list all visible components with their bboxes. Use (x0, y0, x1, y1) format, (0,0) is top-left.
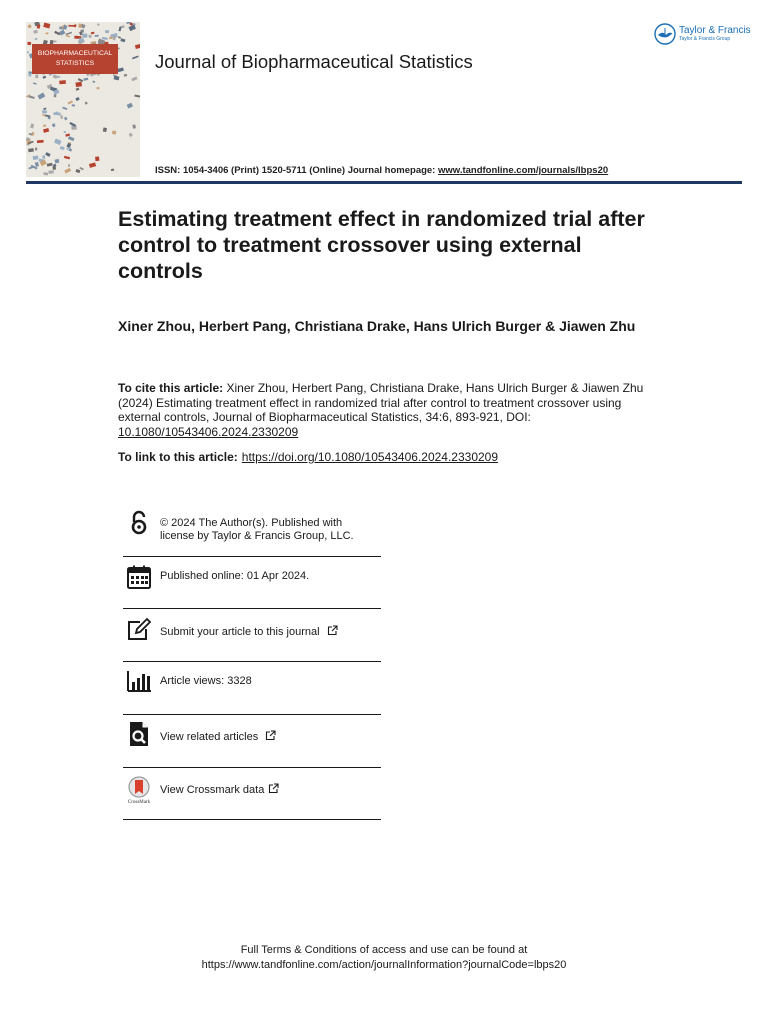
external-link-icon (268, 783, 279, 794)
cover-tile (112, 130, 117, 134)
cover-tile (45, 115, 50, 118)
cover-tile (45, 152, 50, 157)
cover-tile (64, 156, 70, 160)
cover-tile (33, 155, 39, 159)
cover-tile (48, 170, 53, 173)
cover-tile (103, 127, 107, 132)
cover-tile (42, 76, 46, 79)
row-divider (123, 556, 381, 557)
cover-tile (43, 107, 46, 110)
license-row (123, 510, 381, 550)
crossmark-row[interactable] (123, 775, 381, 807)
cover-tile (62, 107, 67, 110)
cover-tile (43, 172, 48, 175)
article-title: Estimating treatment effect in randomized trial after control to treatment crossover using external controls (118, 207, 645, 283)
cover-tile (52, 123, 56, 127)
citation-block (118, 381, 648, 439)
cover-tile (82, 33, 87, 38)
citation-label: To cite this article: (118, 381, 224, 395)
cover-tile (124, 74, 128, 77)
cover-tile (95, 35, 99, 37)
related-articles-row[interactable] (123, 721, 381, 751)
publisher-logo[interactable] (654, 22, 751, 46)
cover-tile (59, 30, 65, 36)
cover-tile (54, 31, 60, 36)
cover-tile (42, 110, 47, 113)
published-row (123, 563, 381, 593)
footer-terms-text: Full Terms & Conditions of access and use can be found at (240, 944, 528, 956)
cover-tile (43, 124, 46, 127)
cover-tile (79, 167, 83, 170)
crossmark-link[interactable]: View Crossmark data (160, 784, 265, 796)
row-divider (123, 661, 381, 662)
cover-tile (28, 166, 33, 169)
issn-line (155, 165, 608, 176)
cover-tile (35, 162, 39, 167)
cover-tile (28, 24, 32, 28)
open-access-icon (126, 510, 152, 536)
cover-tile (132, 124, 135, 128)
publisher-logo-icon (654, 23, 676, 45)
cover-title-line2: STATISTICS (55, 60, 95, 67)
crossmark-logo-text: CrossMark (127, 800, 151, 805)
cover-tile (55, 159, 60, 164)
crossmark-icon (125, 775, 153, 805)
search-document-icon (126, 721, 152, 747)
issn-text: ISSN: 1054-3406 (Print) 1520-5711 (Online) Journal homepage: (155, 165, 436, 176)
published-date: Published online: 01 Apr 2024. (160, 570, 310, 582)
cover-tile (111, 169, 114, 172)
cover-tile (127, 103, 133, 109)
citation-text: Xiner Zhou, Herbert Pang, Christiana Drake, Hans Ulrich Burger & Jiawen Zhu (2024) Estimating treatment effect in randomized trial after control to treatment crossover using external controls, Journal of Biopharmaceutical Statistics, 34:6, 893-921, DOI: (118, 381, 644, 424)
cover-tile (68, 164, 70, 167)
article-authors: Xiner Zhou, Herbert Pang, Christiana Drake, Hans Ulrich Burger & Jiawen Zhu (118, 318, 636, 334)
cover-tile (64, 117, 67, 121)
cover-tile (42, 155, 45, 158)
article-views: Article views: 3328 (160, 675, 252, 687)
journal-name: Journal of Biopharmaceutical Statistics (155, 51, 473, 72)
publisher-logo-subtext: Taylor & Francis Group (679, 36, 731, 42)
cover-tile (95, 156, 99, 161)
cover-tile (118, 27, 121, 32)
cover-tile (37, 140, 44, 143)
cover-tile (131, 77, 137, 82)
publisher-logo-text: Taylor & Francis (679, 25, 751, 36)
cover-tile (85, 101, 88, 104)
cover-tile (129, 133, 133, 137)
cover-tile (68, 25, 75, 27)
cover-tile (102, 37, 108, 40)
cover-tile (120, 38, 125, 42)
cover-tile (109, 37, 113, 40)
cover-tile (78, 78, 83, 82)
cover-tile (46, 32, 49, 34)
cover-tile (63, 131, 66, 134)
cover-tile (68, 100, 73, 104)
related-articles-link[interactable]: View related articles (160, 731, 259, 743)
submit-article-row[interactable] (123, 616, 381, 646)
cover-tile (66, 35, 70, 38)
header-divider (26, 181, 742, 184)
cover-tile (132, 55, 139, 59)
cover-tile (75, 82, 82, 87)
cover-tile (60, 115, 63, 119)
row-divider (123, 714, 381, 715)
license-line2: license by Taylor & Francis Group, LLC. (160, 530, 354, 542)
cover-tile (27, 42, 31, 45)
citation-doi-link[interactable]: 10.1080/10543406.2024.2330209 (118, 424, 299, 439)
row-divider (123, 608, 381, 609)
cover-tile (134, 95, 140, 98)
bar-chart-icon (126, 668, 152, 694)
footer-terms-url[interactable]: https://www.tandfonline.com/action/journalInformation?journalCode=lbps20 (201, 958, 567, 971)
cover-tile (135, 44, 140, 49)
cover-tile (59, 80, 66, 84)
cover-tile (27, 52, 29, 54)
cover-tile (64, 168, 71, 174)
cover-tile (76, 88, 80, 91)
cover-tile (54, 139, 61, 145)
cover-tile (43, 23, 50, 29)
submit-article-link[interactable]: Submit your article to this journal (160, 626, 320, 638)
cover-tile (30, 124, 34, 129)
cover-tile (79, 38, 84, 42)
article-doi-link[interactable]: https://doi.org/10.1080/10543406.2024.2330209 (241, 450, 499, 464)
views-row (123, 668, 381, 698)
cover-tile (33, 30, 38, 34)
cover-pattern (26, 22, 140, 177)
calendar-icon (126, 564, 152, 590)
cover-tile (53, 112, 60, 115)
cover-tile (60, 146, 65, 150)
cover-tile (33, 82, 37, 84)
link-label: To link to this article: (118, 450, 238, 464)
cover-tile (47, 163, 53, 167)
cover-tile (53, 74, 58, 79)
cover-tile (114, 76, 120, 81)
cover-tile (91, 32, 95, 35)
cover-tile (68, 136, 75, 141)
cover-tile (35, 148, 38, 151)
cover-tile (75, 97, 79, 101)
cover-tile (97, 23, 100, 26)
cover-tile (89, 162, 96, 168)
edit-icon (126, 617, 152, 643)
cover-tile (76, 169, 81, 173)
cover-title-box (32, 44, 118, 74)
cover-tile (28, 95, 34, 99)
license-line1: © 2024 The Author(s). Published with (160, 517, 343, 529)
cover-tile (92, 80, 95, 83)
cover-title-line1: BIOPHARMACEUTICAL (37, 50, 113, 57)
cover-tile (97, 87, 100, 89)
cover-tile (38, 93, 46, 100)
cover-tile (72, 104, 75, 106)
external-link-icon (265, 730, 276, 741)
article-link-line (118, 450, 498, 464)
cover-tile (105, 30, 109, 34)
cover-tile (28, 148, 34, 152)
cover-tile (34, 38, 37, 41)
cover-tile (66, 32, 73, 36)
row-divider (123, 819, 381, 820)
external-link-icon (327, 625, 338, 636)
cover-tile (35, 75, 38, 79)
cover-tile (53, 41, 57, 43)
cover-tile (117, 67, 123, 72)
journal-cover-image (26, 22, 140, 177)
cover-tile (83, 78, 88, 81)
journal-homepage-link[interactable]: www.tandfonline.com/journals/lbps20 (438, 165, 609, 176)
row-divider (123, 767, 381, 768)
footer (0, 943, 768, 972)
cover-tile (118, 36, 121, 38)
cover-tile (89, 35, 92, 38)
cover-tile (43, 128, 49, 133)
